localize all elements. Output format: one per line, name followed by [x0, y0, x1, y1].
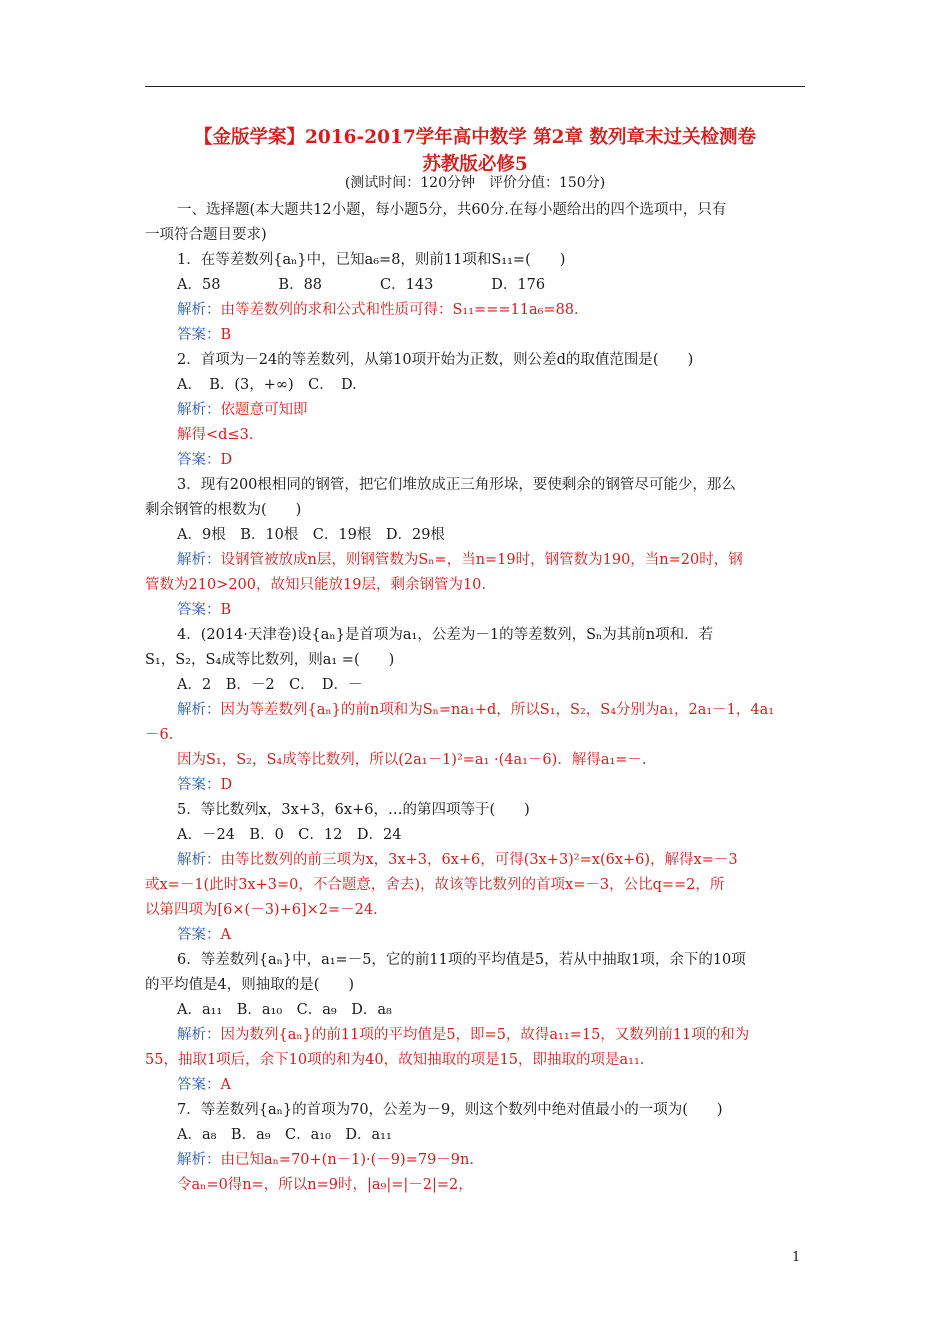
question-4-options: A．2 B．－2 C． D．－ [177, 677, 363, 693]
question-5: 5．等比数列x，3x+3，6x+6，…的第四项等于( ) [177, 802, 530, 818]
question-2-explanation-cont: 解得<d≤3. [177, 427, 254, 443]
explanation-label: 解析： [177, 302, 221, 318]
question-5-explanation: 解析：由等比数列的前三项为x，3x+3，6x+6，可得(3x+3)²=x(6x+6)，解得x=－3 [177, 852, 738, 868]
question-2: 2．首项为－24的等差数列，从第10项开始为正数，则公差d的取值范围是( ) [177, 352, 694, 368]
question-6-answer: 答案：A [177, 1077, 231, 1093]
question-3-explanation: 解析：设钢管被放成n层，则钢管数为Sₙ=，当n=19时，钢管数为190，当n=20时，钢 [177, 552, 743, 568]
explanation-label: 解析： [177, 1152, 221, 1168]
question-4-cont: S₁，S₂，S₄成等比数列，则a₁ =( ) [145, 652, 395, 668]
question-7: 7．等差数列{aₙ}的首项为70，公差为－9，则这个数列中绝对值最小的一项为( ) [177, 1102, 723, 1118]
question-7-explanation-cont: 令aₙ=0得n=，所以n=9时，|a₉|=|－2|=2， [177, 1177, 473, 1193]
document-title [145, 124, 805, 178]
explanation-label: 解析： [177, 1027, 221, 1043]
question-6-cont: 的平均值是4，则抽取的是( ) [145, 977, 355, 993]
question-1-answer: 答案：B [177, 327, 232, 343]
answer-label: 答案： [177, 452, 221, 468]
question-5-explanation-cont: 或x=－1(此时3x+3=0，不合题意，舍去)，故该等比数列的首项x=－3，公比q==2，所 [145, 877, 725, 893]
question-2-explanation: 解析：依题意可知即 [177, 402, 308, 418]
answer-label: 答案： [177, 1077, 221, 1093]
title-line-1: 【金版学案】2016-2017学年高中数学 第2章 数列章末过关检测卷 [194, 127, 756, 148]
question-4-explanation-cont: －6. [145, 727, 174, 743]
question-3-answer: 答案：B [177, 602, 232, 618]
section-heading: 一、选择题(本大题共12小题，每小题5分，共60分.在每小题给出的四个选项中，只有 [177, 202, 727, 218]
question-1-explanation: 解析：由等差数列的求和公式和性质可得：S₁₁===11a₆=88. [177, 302, 579, 318]
question-3-cont: 剩余钢管的根数为( ) [145, 502, 302, 518]
question-3-explanation-cont: 管数为210>200，故知只能放19层，剩余钢管为10. [145, 577, 487, 593]
question-2-options: A． B．(3，+∞) C． D. [177, 377, 357, 393]
explanation-label: 解析： [177, 402, 221, 418]
explanation-label: 解析： [177, 552, 221, 568]
question-1: 1．在等差数列{aₙ}中，已知a₆=8，则前11项和S₁₁=( ) [177, 252, 566, 268]
question-5-options: A．－24 B．0 C．12 D．24 [177, 827, 402, 843]
question-7-options: A．a₈ B．a₉ C．a₁₀ D．a₁₁ [177, 1127, 392, 1143]
question-1-options: A．58 B．88 C．143 D．176 [177, 277, 546, 293]
explanation-label: 解析： [177, 852, 221, 868]
question-5-answer: 答案：A [177, 927, 231, 943]
question-6-options: A．a₁₁ B．a₁₀ C．a₉ D．a₈ [177, 1002, 392, 1018]
question-5-explanation-cont2: 以第四项为[6×(－3)+6]×2=－24. [145, 902, 378, 918]
question-6-explanation-cont: 55，抽取1项后，余下10项的和为40，故知抽取的项是15，即抽取的项是a₁₁. [145, 1052, 645, 1068]
question-3: 3．现有200根相同的钢管，把它们堆放成正三角形垛，要使剩余的钢管尽可能少，那么 [177, 477, 736, 493]
question-7-explanation: 解析：由已知aₙ=70+(n－1)·(－9)=79－9n. [177, 1152, 474, 1168]
question-3-options: A．9根 B．10根 C．19根 D．29根 [177, 527, 445, 543]
answer-label: 答案： [177, 602, 221, 618]
question-4-explanation: 解析：因为等差数列{aₙ}的前n项和为Sₙ=na₁+d，所以S₁，S₂，S₄分别为a₁，2a₁－1，4a₁ [177, 702, 775, 718]
question-4-answer: 答案：D [177, 777, 233, 793]
test-info: (测试时间：120分钟 评价分值：150分) [344, 175, 606, 191]
title-line-2: 苏教版必修5 [422, 154, 528, 175]
question-6-explanation: 解析：因为数列{aₙ}的前11项的平均值是5，即=5，故得a₁₁=15，又数列前11项的和为 [177, 1027, 750, 1043]
question-2-answer: 答案：D [177, 452, 233, 468]
question-4: 4．(2014·天津卷)设{aₙ}是首项为a₁，公差为－1的等差数列，Sₙ为其前n项和．若 [177, 627, 714, 643]
answer-label: 答案： [177, 327, 221, 343]
header-rule [145, 86, 805, 87]
section-heading-cont: 一项符合题目要求) [145, 227, 267, 243]
question-6: 6．等差数列{aₙ}中，a₁=－5，它的前11项的平均值是5，若从中抽取1项，余下的10项 [177, 952, 746, 968]
page-number: 1 [792, 1250, 801, 1265]
question-4-explanation-cont2: 因为S₁，S₂，S₄成等比数列，所以(2a₁－1)²=a₁ ·(4a₁－6)．解得a₁=－. [177, 752, 647, 768]
answer-label: 答案： [177, 777, 221, 793]
answer-label: 答案： [177, 927, 221, 943]
explanation-label: 解析： [177, 702, 221, 718]
